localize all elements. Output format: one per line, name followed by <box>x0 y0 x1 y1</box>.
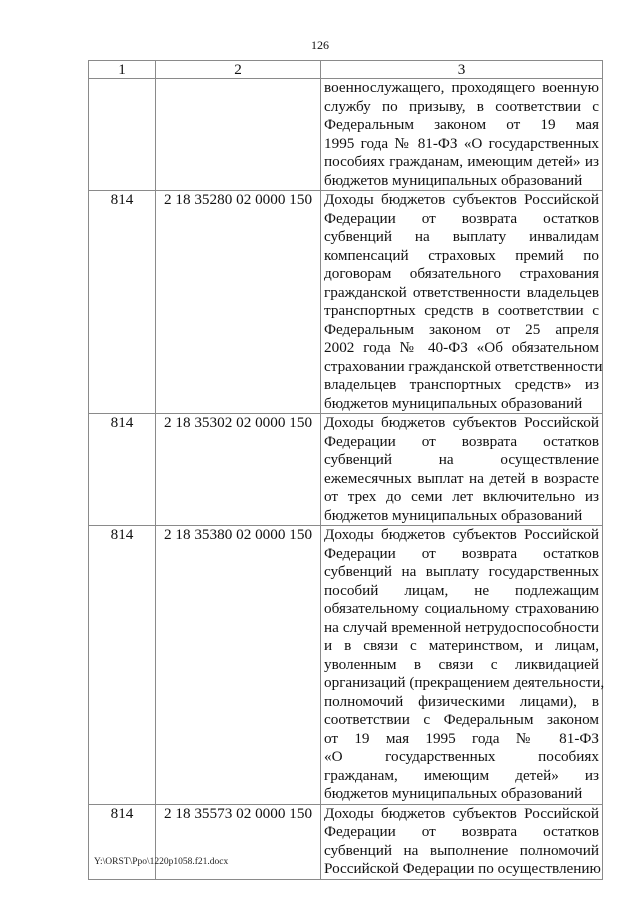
column-header-3: 3 <box>321 61 603 79</box>
description-line: и в связи с материнством, и лицам, <box>324 637 599 654</box>
description-cell <box>321 191 603 414</box>
footer-file-path: Y:\ORST\Ppo\1220p1058.f21.docx <box>94 857 229 867</box>
admin-code-cell: 814 <box>89 804 156 879</box>
description-line: 2002 года № 40-ФЗ «Об обязательном <box>324 339 599 356</box>
description-line: пособиях гражданам, имеющим детей» из <box>324 153 599 170</box>
description-cell <box>321 804 603 879</box>
page-number: 126 <box>311 38 329 52</box>
kbk-code-cell: 2 18 35573 02 0000 150 <box>156 804 321 879</box>
description-cell <box>321 526 603 805</box>
kbk-code-cell: 2 18 35380 02 0000 150 <box>156 526 321 805</box>
description-line: Федерации от возврата остатков <box>324 432 599 450</box>
description-line: бюджетов муниципальных образований <box>324 171 583 189</box>
description-line: бюджетов муниципальных образований <box>324 506 583 524</box>
description-line: владельцев транспортных средств» из <box>324 376 599 393</box>
description-line: «О государственных пособиях <box>324 748 599 765</box>
description-line: бюджетов муниципальных образований <box>324 785 583 802</box>
admin-code-cell <box>89 79 156 191</box>
description-line: субвенций на выплату государственных <box>324 563 599 580</box>
description-line: Доходы бюджетов субъектов Российской <box>324 191 599 208</box>
description-line: Федеральным законом от 25 апреля <box>324 320 599 338</box>
description-line: 1995 года № 81-ФЗ «О государственных <box>324 134 599 152</box>
description-line: обязательному социальному страхованию <box>324 600 599 617</box>
kbk-code-cell: 2 18 35280 02 0000 150 <box>156 191 321 414</box>
kbk-code-cell <box>156 79 321 191</box>
description-line: договорам обязательного страхования <box>324 265 599 282</box>
description-line: службу по призыву, в соответствии с <box>324 97 599 115</box>
table-row <box>89 191 603 414</box>
admin-code-cell: 814 <box>89 526 156 805</box>
description-line: субвенций на выполнение полномочий <box>324 841 599 859</box>
description-line: гражданам, имеющим детей» из <box>324 766 599 784</box>
column-header-1: 1 <box>89 61 156 79</box>
description-line: Федерации от возврата остатков <box>324 823 599 840</box>
description-line: Доходы бюджетов субъектов Российской <box>324 804 599 822</box>
description-line: Доходы бюджетов субъектов Российской <box>324 414 599 431</box>
description-line: военнослужащего, проходящего военную <box>324 79 599 96</box>
description-cell <box>321 79 603 191</box>
description-line: пособий лицам, не подлежащим <box>324 581 599 599</box>
description-line: Российской Федерации по осуществлению <box>324 860 601 877</box>
description-line: уволенным в связи с ликвидацией <box>324 655 599 673</box>
description-line: компенсаций страховых премий по <box>324 246 599 264</box>
description-line: субвенций на выплату инвалидам <box>324 228 599 245</box>
kbk-code-cell: 2 18 35302 02 0000 150 <box>156 414 321 526</box>
table-row <box>89 79 603 191</box>
description-line: Федерации от возврата остатков <box>324 209 599 227</box>
column-header-2: 2 <box>156 61 321 79</box>
table-row <box>89 804 603 879</box>
description-line: полномочий физическими лицами), в <box>324 692 599 710</box>
description-line: гражданской ответственности владельцев <box>324 283 599 301</box>
description-cell <box>321 414 603 526</box>
description-line: субвенций на осуществление <box>324 451 599 468</box>
table-row <box>89 526 603 805</box>
admin-code-cell: 814 <box>89 414 156 526</box>
description-line: организаций (прекращением деятельности, <box>324 674 605 691</box>
table-header-row <box>89 61 603 79</box>
description-line: от 19 мая 1995 года № 81-ФЗ <box>324 729 599 747</box>
description-line: страховании гражданской ответственности <box>324 357 603 375</box>
budget-codes-table <box>88 60 603 880</box>
description-line: Федеральным законом от 19 мая <box>324 116 599 133</box>
description-line: Доходы бюджетов субъектов Российской <box>324 526 599 543</box>
admin-code-cell: 814 <box>89 191 156 414</box>
description-line: бюджетов муниципальных образований <box>324 394 583 412</box>
description-line: от трех до семи лет включительно из <box>324 488 599 505</box>
table-row <box>89 414 603 526</box>
description-line: транспортных средств в соответствии с <box>324 302 599 319</box>
description-line: ежемесячных выплат на детей в возрасте <box>324 469 599 487</box>
description-line: соответствии с Федеральным законом <box>324 711 599 728</box>
description-line: на случай временной нетрудоспособности <box>324 618 599 636</box>
description-line: Федерации от возврата остатков <box>324 544 599 562</box>
